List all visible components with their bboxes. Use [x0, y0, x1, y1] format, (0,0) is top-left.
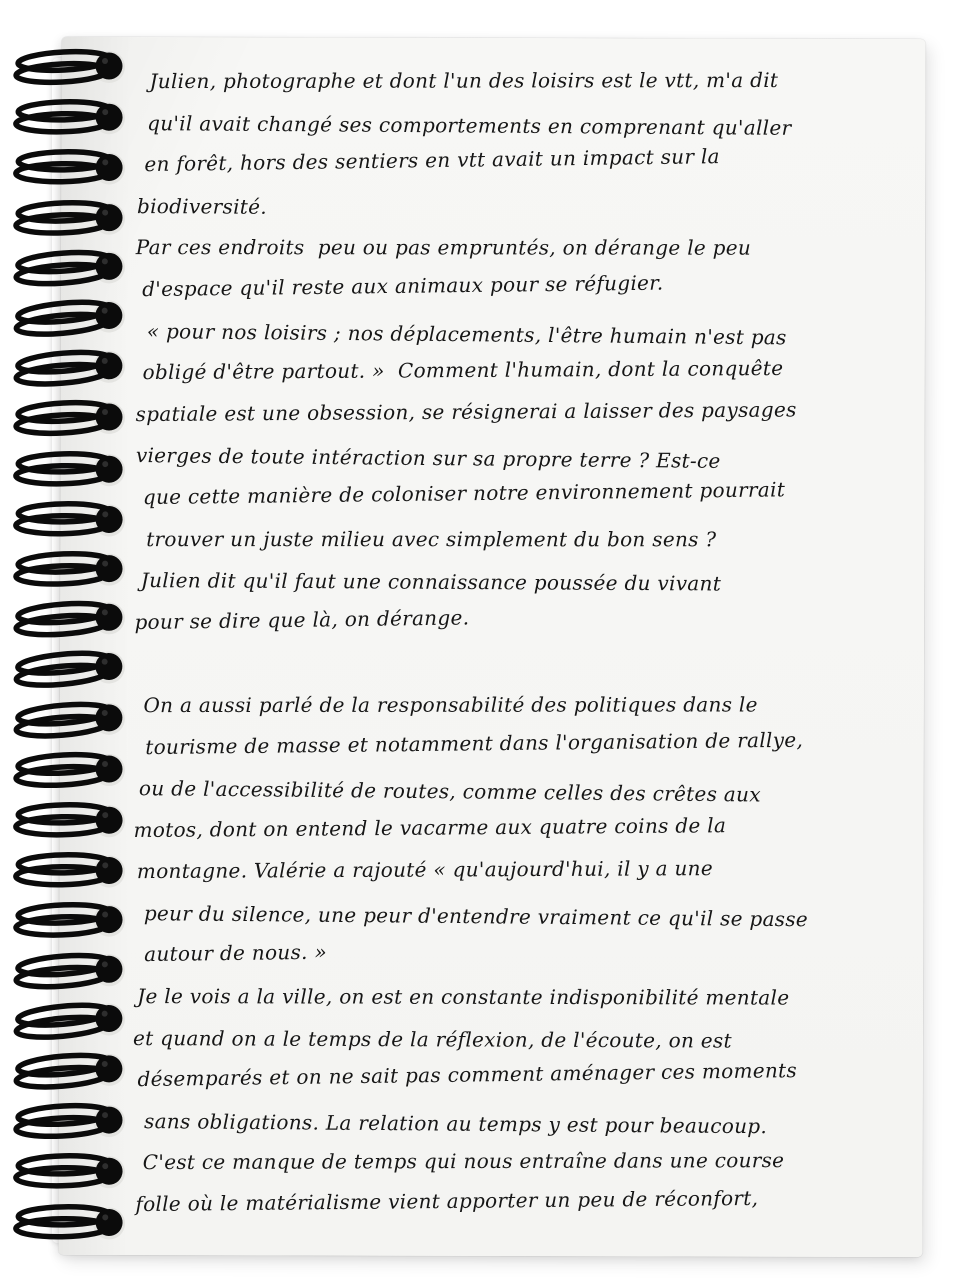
spiral-loop — [5, 1048, 132, 1098]
wire-loop-icon — [6, 547, 133, 595]
wire-loop-icon — [5, 295, 133, 346]
handwritten-line: « pour nos loisirs ; nos déplacements, l'être humain n'est pas — [146, 318, 787, 349]
handwritten-line: Je le vois a la ville, on est en constante indisponibilité mentale — [137, 984, 790, 1010]
spiral-loop — [6, 397, 132, 443]
wire-loop-icon — [6, 749, 132, 795]
wire-loop-icon — [6, 898, 133, 946]
spiral-loop — [5, 847, 133, 898]
handwritten-line: spatiale est une obsession, se résignerai a laisser des paysages — [135, 397, 797, 426]
spiral-loop — [5, 295, 133, 346]
wire-loop-icon — [6, 246, 133, 294]
wire-loop-icon — [5, 847, 133, 898]
spiral-loop — [5, 1198, 133, 1249]
wire-loop-icon — [5, 144, 133, 195]
wire-loop-icon — [5, 1198, 133, 1249]
spiral-loop — [5, 646, 133, 697]
handwritten-line: pour se dire que là, on dérange. — [134, 605, 470, 634]
wire-loop-icon — [5, 697, 132, 747]
wire-loop-icon — [5, 345, 132, 395]
handwritten-line: d'espace qu'il reste aux animaux pour se réfugier. — [142, 270, 664, 302]
handwritten-line: désemparés et on ne sait pas comment aménager ces moments — [137, 1058, 798, 1092]
wire-loop-icon — [5, 1148, 132, 1198]
handwritten-line: Par ces endroits peu ou pas empruntés, on dérange le peu — [135, 235, 752, 261]
wire-loop-icon — [6, 597, 133, 645]
handwritten-line: qu'il avait changé ses comportements en comprenant qu'aller — [147, 110, 792, 140]
wire-loop-icon — [5, 646, 133, 697]
handwritten-line: ou de l'accessibilité de routes, comme celles des crêtes aux — [138, 776, 761, 807]
spiral-loop — [6, 246, 133, 294]
handwritten-line: en forêt, hors des sentiers en vtt avait un impact sur la — [144, 144, 720, 177]
handwritten-line: que cette manière de coloniser notre environnement pourrait — [142, 477, 786, 510]
spiral-loop — [6, 1100, 132, 1146]
spiral-loop — [6, 749, 132, 795]
handwritten-line: motos, dont on entend le vacarme aux quatre coins de la — [133, 812, 727, 842]
handwritten-line: peur du silence, une peur d'entendre vraiment ce qu'il se passe — [143, 900, 809, 932]
wire-loop-icon — [5, 495, 133, 546]
wire-loop-icon — [6, 948, 133, 996]
spiral-loop — [5, 495, 133, 546]
spiral-loop — [5, 144, 133, 195]
handwritten-line: Julien dit qu'il faut une connaissance poussée du vivant — [140, 568, 722, 596]
handwritten-line: Julien, photographe et dont l'un des loisirs est le vtt, m'a dit — [149, 68, 779, 94]
wire-loop-icon — [5, 94, 132, 144]
handwritten-line: et quand on a le temps de la réflexion, de l'écoute, on est — [132, 1025, 732, 1053]
spiral-loop — [6, 898, 133, 946]
spiral-loop — [5, 697, 132, 747]
handwritten-line: obligé d'être partout. » Comment l'humain, dont la conquête — [142, 356, 784, 385]
text-block — [132, 61, 907, 1228]
wire-loop-icon — [5, 997, 133, 1048]
handwritten-line: trouver un juste milieu avec simplement du bon sens ? — [146, 526, 717, 551]
spiral-loop — [5, 345, 132, 395]
wire-loop-icon — [5, 797, 132, 847]
handwritten-line: sans obligations. La relation au temps y est pour beaucoup. — [143, 1108, 768, 1139]
spiral-loop — [5, 797, 132, 847]
handwritten-line: folle où le matérialisme vient apporter un peu de réconfort, — [135, 1185, 759, 1217]
handwritten-line — [136, 643, 902, 690]
spiral-loop — [6, 948, 133, 996]
spiral-loop — [6, 597, 133, 645]
spiral-loop — [6, 46, 132, 92]
spiral-loop — [5, 997, 133, 1048]
wire-loop-icon — [6, 196, 133, 244]
spiral-loop — [5, 94, 132, 144]
spiral-loop — [5, 1148, 132, 1198]
wire-loop-icon — [6, 397, 132, 443]
spiral-binding — [6, 46, 138, 1261]
handwritten-line: vierges de toute intéraction sur sa propre terre ? Est-ce — [135, 443, 721, 474]
notebook-page — [58, 37, 925, 1257]
spiral-loop — [6, 547, 133, 595]
wire-loop-icon — [5, 446, 132, 496]
spiral-loop — [5, 446, 132, 496]
handwritten-line: On a aussi parlé de la responsabilité des politiques dans le — [143, 692, 758, 717]
handwritten-line: autour de nous. » — [143, 940, 328, 967]
wire-loop-icon — [6, 46, 132, 92]
handwritten-line: montagne. Valérie a rajouté « qu'aujourd'hui, il y a une — [136, 856, 713, 884]
wire-loop-icon — [5, 1048, 132, 1098]
spiral-loop — [6, 196, 133, 244]
handwritten-line: tourisme de masse et notamment dans l'organisation de rallye, — [145, 727, 804, 759]
handwritten-line: biodiversité. — [136, 193, 268, 219]
wire-loop-icon — [6, 1100, 132, 1146]
handwritten-line: C'est ce manque de temps qui nous entraîne dans une course — [142, 1148, 785, 1175]
